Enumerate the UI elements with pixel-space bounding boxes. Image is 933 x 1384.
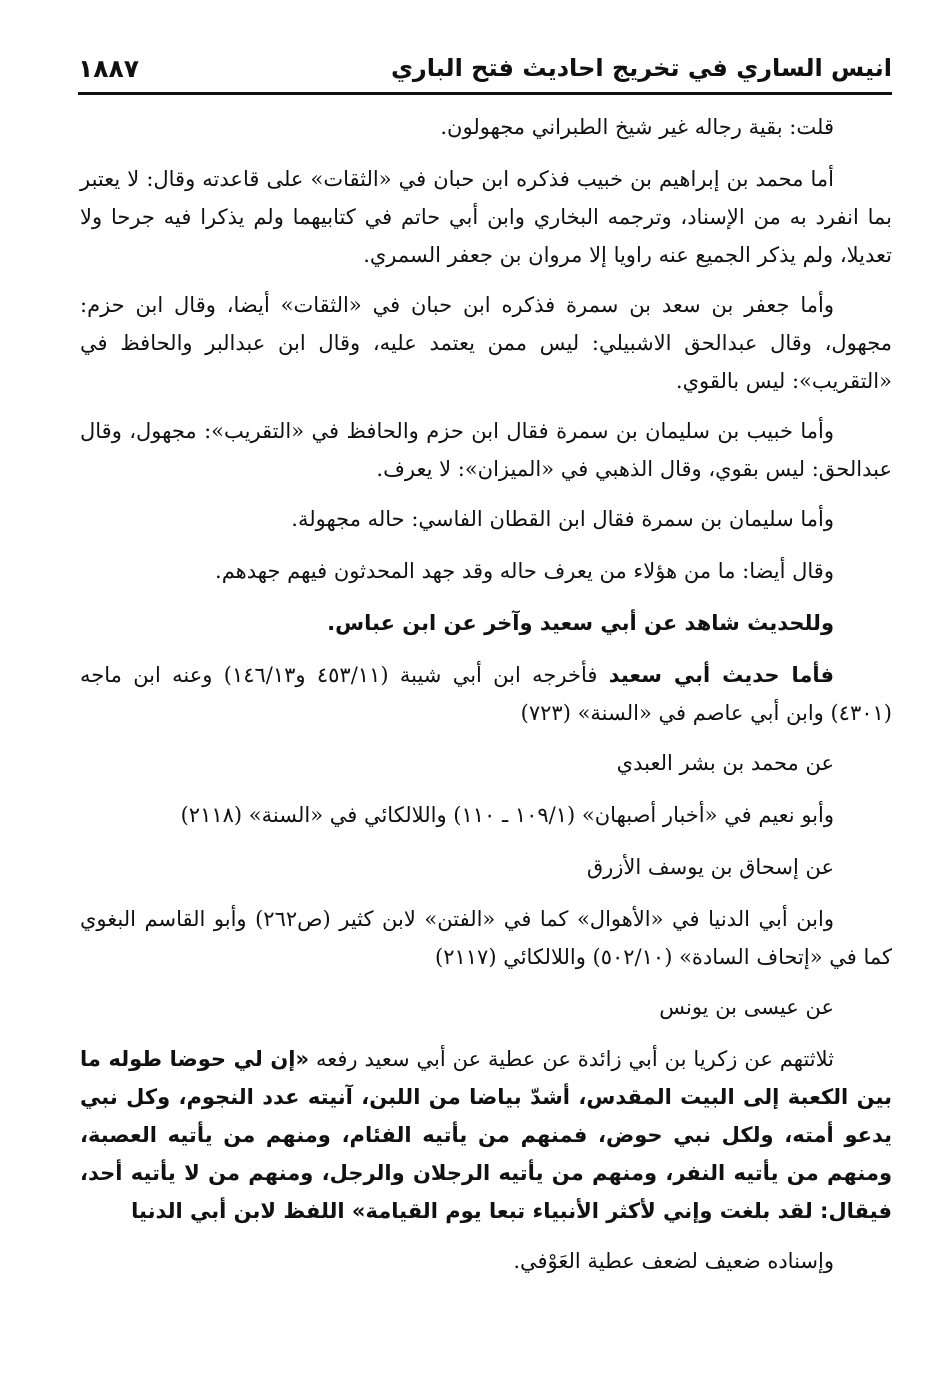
paragraph: وأما سليمان بن سمرة فقال ابن القطان الفاسي: حاله مجهولة. bbox=[291, 507, 834, 531]
paragraph: وابن أبي الدنيا في «الأهوال» كما في «الفتن» لابن كثير (ص٢٦٢) وأبو القاسم البغوي كما في «إتحاف السادة» (٥٠٢/١٠) واللالكائي (٢١١٧) bbox=[80, 907, 892, 969]
hadith-text: «إن لي حوضا طوله ما بين الكعبة إلى البيت المقدس، أشدّ بياضا من اللبن، آنيته عدد النجوم، وكل نبي يدعو أمته، ولكل نبي حوض، فمنهم من يأتيه الفئام، ومنهم من يأتيه العصبة، ومنهم من يأتيه النفر، ومنهم من يأتيه الرجلان والرجل، ومنهم من لا يأتيه أحد، فيقال: لقد بلغت وإني لأكثر الأنبياء تبعا يوم القيامة» اللفظ لابن أبي الدنيا bbox=[80, 1047, 892, 1223]
bold-lead-text: فأما حديث أبي سعيد bbox=[608, 663, 834, 687]
book-title: انيس الساري في تخريج احاديث فتح الباري bbox=[390, 54, 892, 82]
paragraph-text: ثلاثتهم عن زكريا بن أبي زائدة عن عطية عن أبي سعيد رفعه bbox=[309, 1047, 834, 1071]
paragraph: أما محمد بن إبراهيم بن خبيب فذكره ابن حبان في «الثقات» على قاعدته وقال: لا يعتبر بما انفرد به من الإسناد، وترجمه البخاري وابن أبي حاتم في كتابيهما ولم يذكرا فيه جرحا ولا تعديلا، ولم يذكر الجميع عنه راويا إلا مروان بن جعفر السمري. bbox=[80, 167, 892, 267]
paragraph: وإسناده ضعيف لضعف عطية العَوْفي. bbox=[513, 1249, 834, 1273]
running-header bbox=[78, 48, 892, 95]
paragraph-text: فأخرجه ابن أبي شيبة (٤٥٣/١١ و١٤٦/١٣) وعنه ابن ماجه (٤٣٠١) وابن أبي عاصم في «السنة» (٧٢٣) bbox=[80, 663, 892, 725]
paragraph bbox=[80, 1040, 892, 1230]
paragraph bbox=[80, 656, 892, 732]
page-number: ١٨٨٧ bbox=[78, 54, 140, 83]
bold-paragraph: وللحديث شاهد عن أبي سعيد وآخر عن ابن عباس. bbox=[327, 611, 834, 635]
paragraph: وأبو نعيم في «أخبار أصبهان» (١٠٩/١ ـ ١١٠) واللالكائي في «السنة» (٢١١٨) bbox=[180, 803, 834, 827]
paragraph: عن إسحاق بن يوسف الأزرق bbox=[586, 855, 834, 879]
paragraph: عن عيسى بن يونس bbox=[659, 995, 834, 1019]
paragraph: وأما جعفر بن سعد بن سمرة فذكره ابن حبان في «الثقات» أيضا، وقال ابن حزم: مجهول، وقال عبدالحق الاشبيلي: ليس ممن يعتمد عليه، وقال ابن عبدالبر والحافظ في «التقريب»: ليس بالقوي. bbox=[80, 293, 892, 393]
paragraph: عن محمد بن بشر العبدي bbox=[616, 751, 834, 775]
paragraph: وقال أيضا: ما من هؤلاء من يعرف حاله وقد جهد المحدثون فيهم جهدهم. bbox=[215, 559, 834, 583]
page-body bbox=[80, 108, 892, 1294]
paragraph: قلت: بقية رجاله غير شيخ الطبراني مجهولون. bbox=[440, 115, 834, 139]
paragraph: وأما خبيب بن سليمان بن سمرة فقال ابن حزم والحافظ في «التقريب»: مجهول، وقال عبدالحق: ليس بقوي، وقال الذهبي في «الميزان»: لا يعرف. bbox=[80, 419, 892, 481]
